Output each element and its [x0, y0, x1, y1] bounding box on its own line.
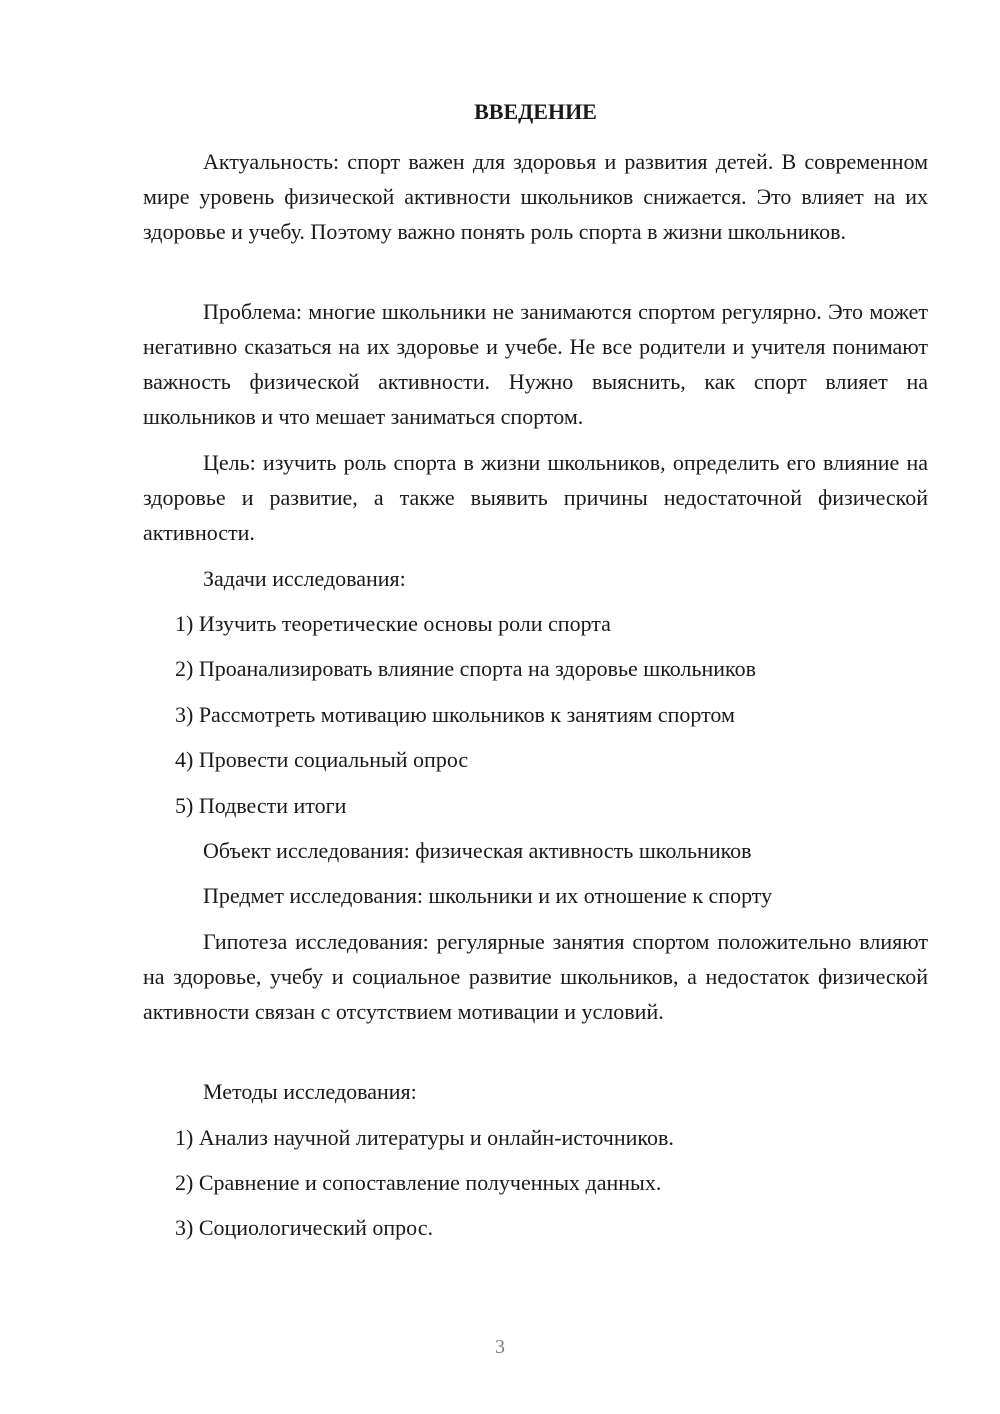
method-item: 3) Социологический опрос. — [175, 1215, 433, 1240]
task-item: 2) Проанализировать влияние спорта на здоровье школьников — [175, 656, 756, 681]
method-item: 1) Анализ научной литературы и онлайн-источников. — [175, 1125, 674, 1150]
subject-line: Предмет исследования: школьники и их отношение к спорту — [203, 883, 773, 908]
task-item: 3) Рассмотреть мотивацию школьников к занятиям спортом — [175, 702, 735, 727]
task-item: 4) Провести социальный опрос — [175, 747, 469, 772]
methods-label: Методы исследования: — [203, 1079, 417, 1104]
goal-paragraph: Цель: изучить роль спорта в жизни школьников, определить его влияние на здоровье и развитие, а также выявить причины недостаточной физической активности. — [143, 450, 928, 545]
problem-paragraph: Проблема: многие школьники не занимаются спортом регулярно. Это может негативно сказаться на их здоровье и учебе. Не все родители и учителя понимают важность физической активности. Нужно выяснить, как спорт влияет на школьников и что мешает заниматься спортом. — [143, 299, 928, 429]
hypothesis-paragraph: Гипотеза исследования: регулярные занятия спортом положительно влияют на здоровье, учебу и социальное развитие школьников, а недостаток физической активности связан с отсутствием мотивации и условий. — [143, 929, 928, 1024]
relevance-paragraph: Актуальность: спорт важен для здоровья и развития детей. В современном мире уровень физической активности школьников снижается. Это влияет на их здоровье и учебу. Поэтому важно понять роль спорта в жизни школьников. — [143, 149, 928, 244]
object-line: Объект исследования: физическая активность школьников — [203, 838, 752, 863]
page-number: 3 — [495, 1336, 505, 1358]
tasks-label: Задачи исследования: — [203, 566, 406, 591]
task-item: 1) Изучить теоретические основы роли спорта — [175, 611, 611, 636]
page-title: ВВЕДЕНИЕ — [474, 99, 597, 124]
task-item: 5) Подвести итоги — [175, 793, 347, 818]
method-item: 2) Сравнение и сопоставление полученных данных. — [175, 1170, 662, 1195]
